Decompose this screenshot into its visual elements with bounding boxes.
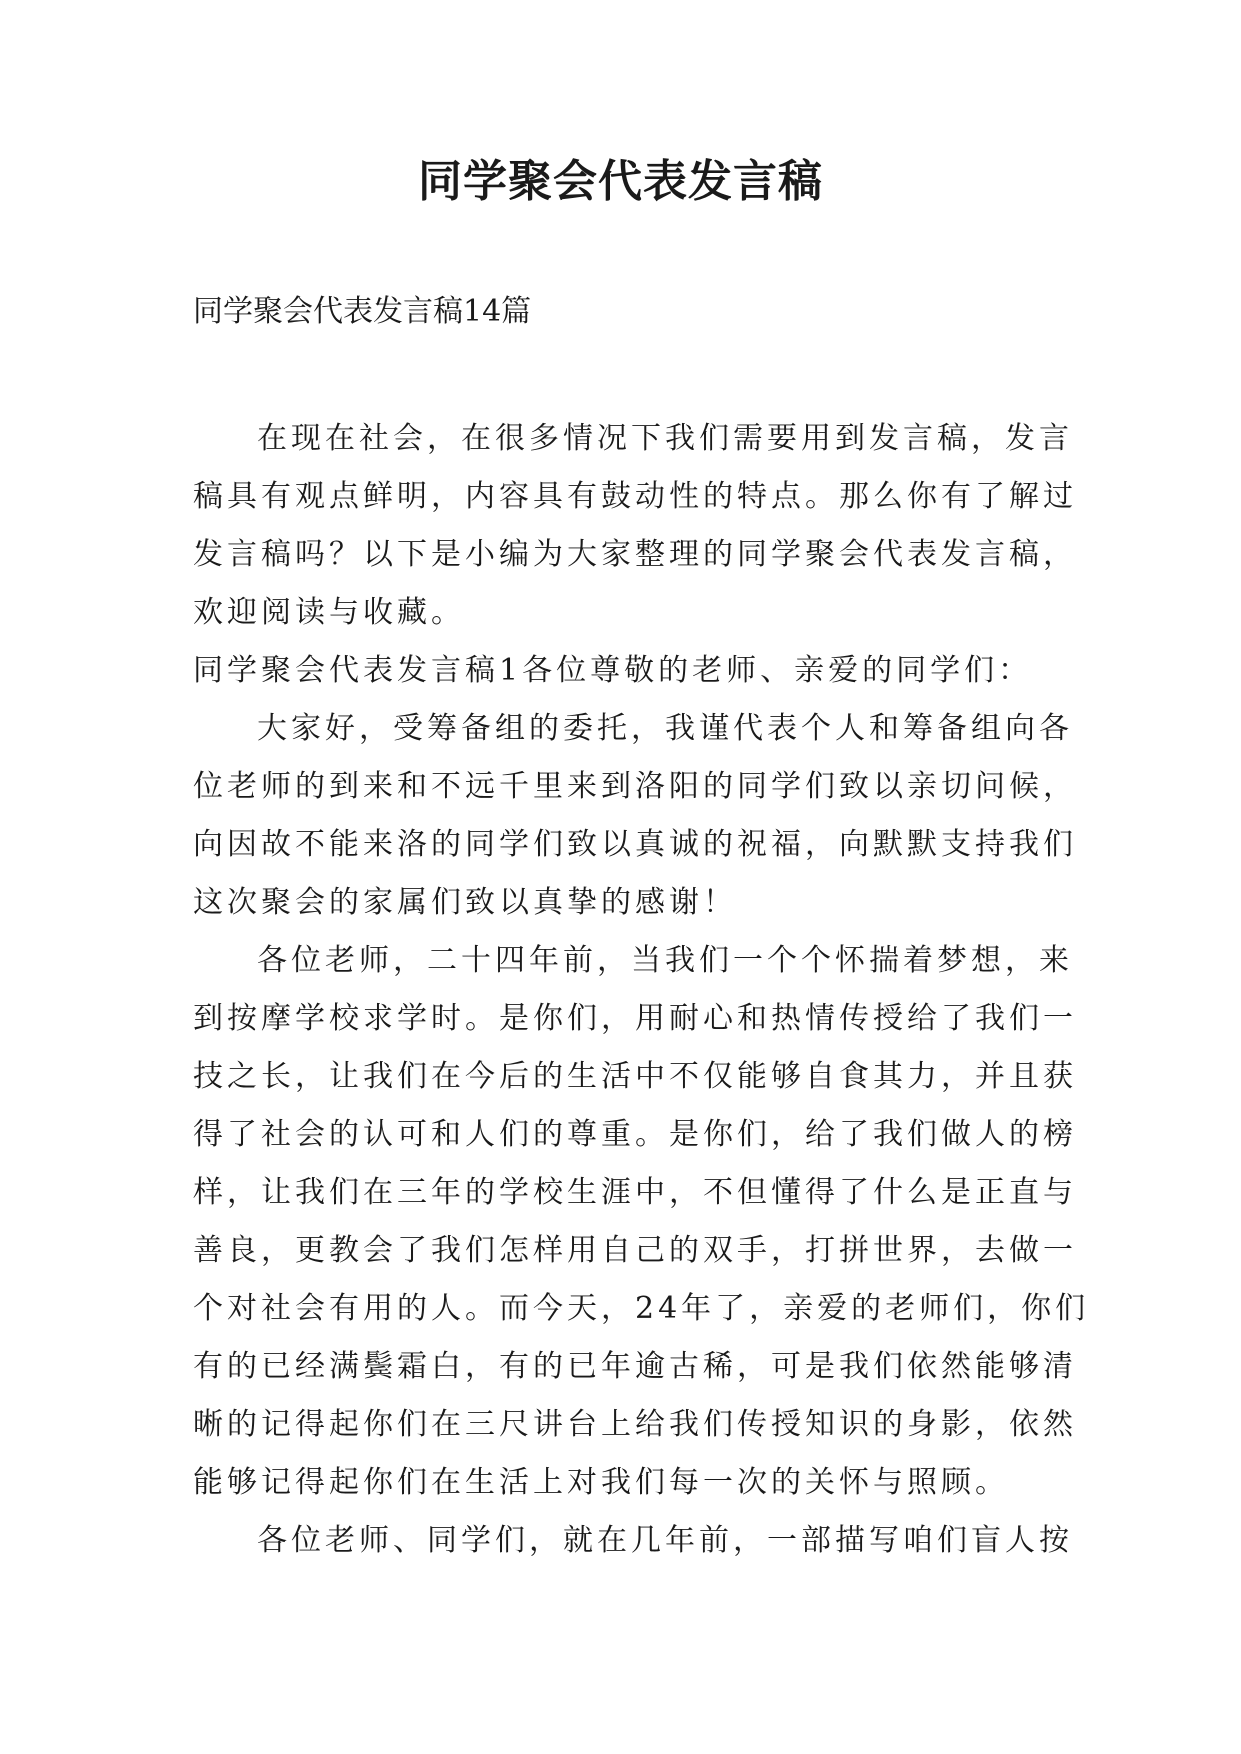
body-line: 向因故不能来洛的同学们致以真诚的祝福，向默默支持我们: [193, 827, 1077, 862]
body-line: 善良，更教会了我们怎样用自己的双手，打拼世界，去做一: [193, 1233, 1077, 1268]
body-line: 大家好，受筹备组的委托，我谨代表个人和筹备组向各: [257, 711, 1073, 746]
document-body: [193, 410, 1090, 1570]
body-line: 得了社会的认可和人们的尊重。是你们，给了我们做人的榜: [193, 1117, 1077, 1152]
body-line: 这次聚会的家属们致以真挚的感谢！: [193, 885, 737, 920]
document-title: 同学聚会代表发言稿: [418, 156, 823, 207]
body-line: 同学聚会代表发言稿1各位尊敬的老师、亲爱的同学们：: [193, 653, 1033, 688]
body-line: 样，让我们在三年的学校生涯中，不但懂得了什么是正直与: [193, 1175, 1077, 1210]
document-subtitle: 同学聚会代表发言稿14篇: [193, 294, 532, 329]
body-line: 发言稿吗？以下是小编为大家整理的同学聚会代表发言稿，: [193, 537, 1077, 572]
body-line: 在现在社会，在很多情况下我们需要用到发言稿，发言: [257, 421, 1073, 456]
body-line: 技之长，让我们在今后的生活中不仅能够自食其力，并且获: [193, 1059, 1077, 1094]
body-line: 稿具有观点鲜明，内容具有鼓动性的特点。那么你有了解过: [193, 479, 1077, 514]
body-line: 位老师的到来和不远千里来到洛阳的同学们致以亲切问候，: [193, 769, 1077, 804]
body-line: 欢迎阅读与收藏。: [193, 595, 465, 630]
body-line: 到按摩学校求学时。是你们，用耐心和热情传授给了我们一: [193, 1001, 1077, 1036]
body-line: 各位老师，二十四年前，当我们一个个怀揣着梦想，来: [257, 943, 1073, 978]
body-line: 各位老师、同学们，就在几年前，一部描写咱们盲人按: [257, 1523, 1073, 1558]
body-line: 个对社会有用的人。而今天，24年了，亲爱的老师们，你们: [193, 1291, 1090, 1326]
body-line: 晰的记得起你们在三尺讲台上给我们传授知识的身影，依然: [193, 1407, 1077, 1442]
body-line: 有的已经满鬓霜白，有的已年逾古稀，可是我们依然能够清: [193, 1349, 1077, 1384]
body-line: 能够记得起你们在生活上对我们每一次的关怀与照顾。: [193, 1465, 1009, 1500]
